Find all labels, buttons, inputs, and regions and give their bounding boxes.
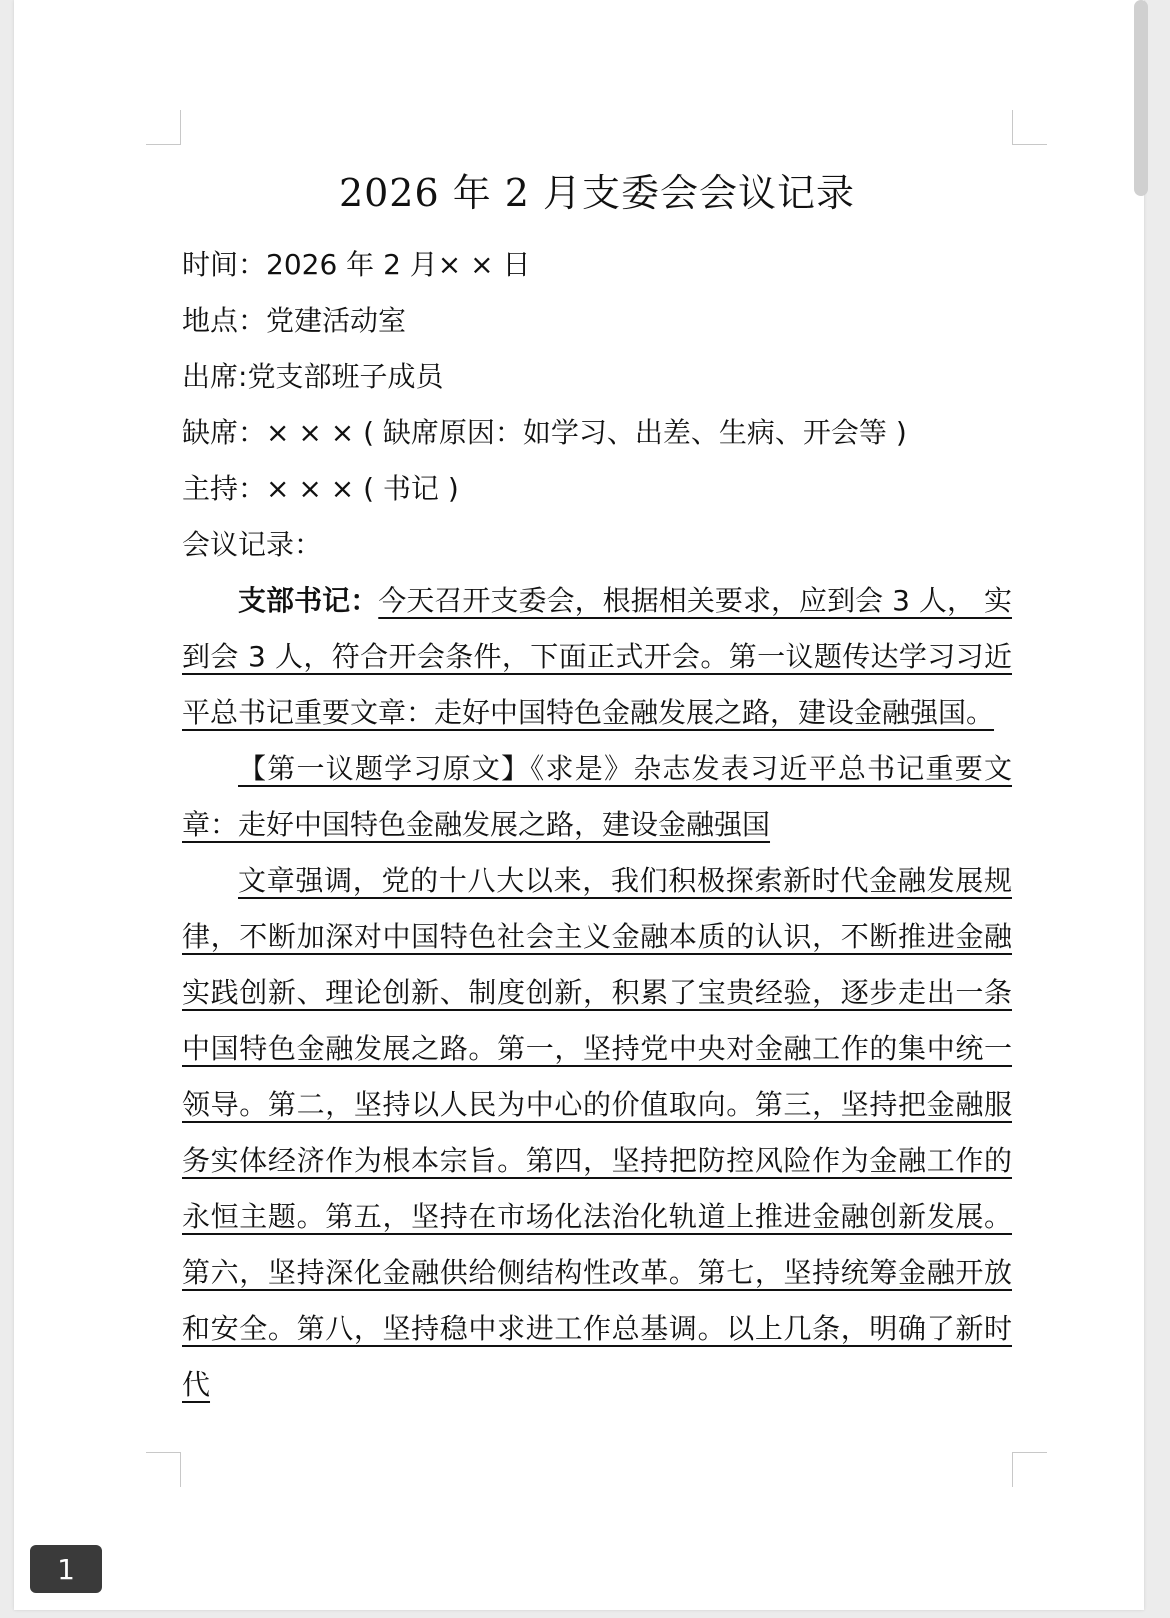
paragraph-opening	[182, 573, 1012, 741]
meta-label: 缺席：	[182, 416, 267, 449]
meta-label: 出席:	[182, 360, 248, 393]
document-page	[14, 0, 1144, 1610]
meta-label: 会议记录：	[182, 528, 323, 561]
meta-label: 地点：	[182, 304, 267, 337]
paragraph-text: 今天召开支委会，根据相关要求，应到会 3 人， 实到会 3 人，符合开会条件，下面正式开会。第一议题传达学习习近平总书记重要文章：走好中国特色金融发展之路，建设金融强国。	[182, 584, 1012, 729]
crop-mark-top-left	[146, 110, 181, 145]
meta-minutes	[182, 517, 1012, 573]
vertical-scrollbar[interactable]	[1134, 0, 1148, 1610]
meta-value: 党支部班子成员	[247, 360, 444, 393]
meta-label: 时间：	[182, 248, 267, 281]
meta-attendees	[182, 349, 1012, 405]
meta-time	[182, 237, 1012, 293]
paragraph-article	[182, 853, 1012, 1413]
meta-label: 主持：	[182, 472, 267, 505]
meta-value: 2026 年 2 月× × 日	[266, 248, 531, 281]
meta-value: × × × ( 缺席原因：如学习、出差、生病、开会等 )	[266, 416, 907, 449]
page-content	[182, 150, 1012, 1413]
meta-location	[182, 293, 1012, 349]
crop-mark-bottom-left	[146, 1452, 181, 1487]
page-number-badge: 1	[30, 1545, 102, 1593]
speaker-label: 支部书记：	[238, 584, 379, 617]
crop-mark-bottom-right	[1012, 1452, 1047, 1487]
meta-host	[182, 461, 1012, 517]
meta-value: × × × ( 书记 )	[266, 472, 459, 505]
paragraph-text: 【第一议题学习原文】《求是》杂志发表习近平总书记重要文章：走好中国特色金融发展之路，建设金融强国	[182, 752, 1012, 841]
meta-value: 党建活动室	[266, 304, 407, 337]
meta-absent	[182, 405, 1012, 461]
paragraph-text: 文章强调，党的十八大以来，我们积极探索新时代金融发展规律，不断加深对中国特色社会主义金融本质的认识，不断推进金融实践创新、理论创新、制度创新，积累了宝贵经验，逐步走出一条中国特色金融发展之路。第一，坚持党中央对金融工作的集中统一领导。第二，坚持以人民为中心的价值取向。第三，坚持把金融服务实体经济作为根本宗旨。第四，坚持把防控风险作为金融工作的永恒主题。第五，坚持在市场化法治化轨道上推进金融创新发展。第六，坚持深化金融供给侧结构性改革。第七，坚持统筹金融开放和安全。第八，坚持稳中求进工作总基调。以上几条，明确了新时代	[182, 864, 1012, 1401]
document-title: 2026 年 2 月支委会会议记录	[338, 171, 856, 215]
scrollbar-thumb[interactable]	[1134, 0, 1148, 196]
crop-mark-top-right	[1012, 110, 1047, 145]
paragraph-original-text	[182, 741, 1012, 853]
